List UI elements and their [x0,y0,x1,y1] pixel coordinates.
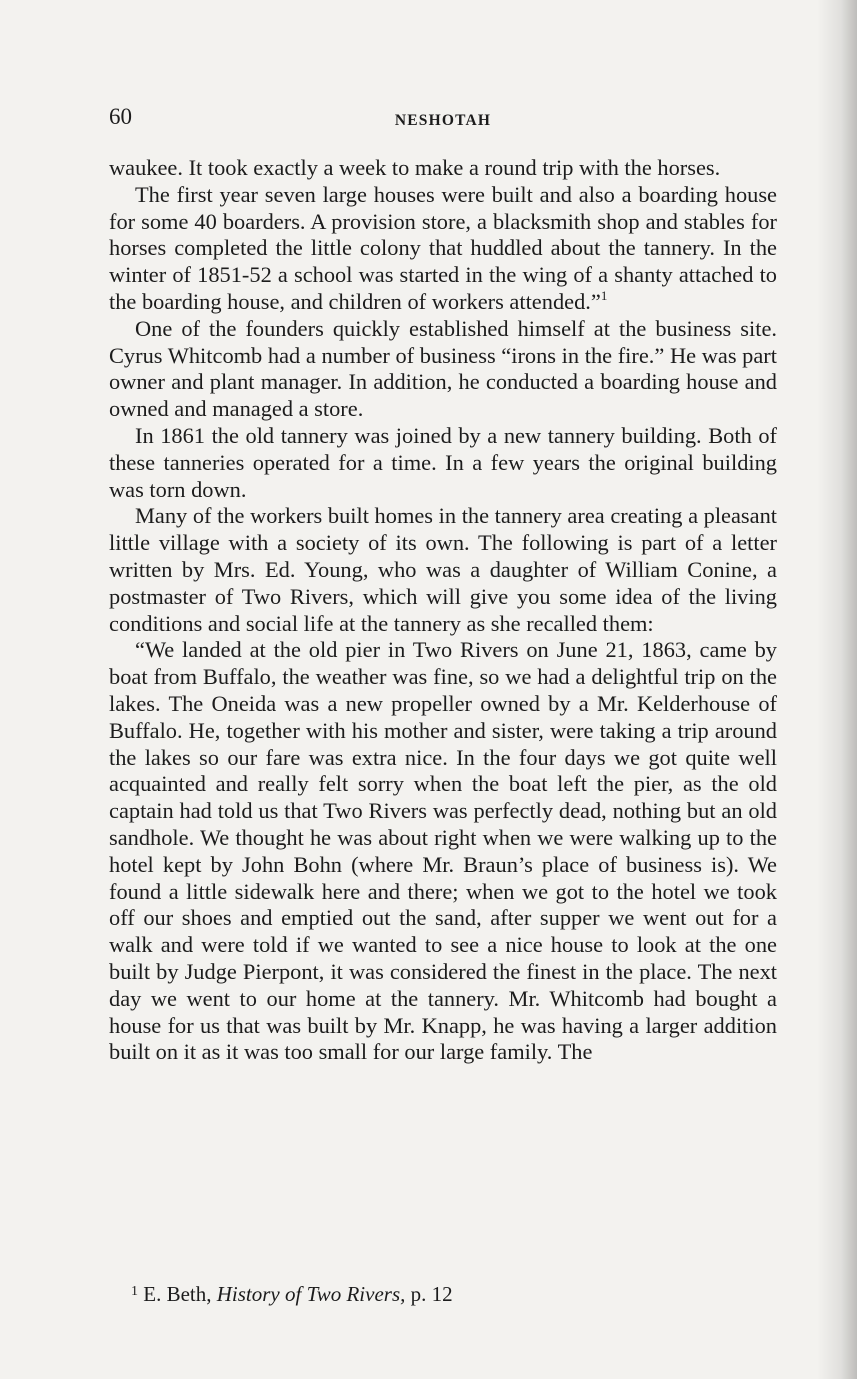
paragraph-3 [109,316,777,423]
footnote-suffix: p. 12 [405,1282,453,1306]
page-number: 60 [109,104,132,129]
paragraph-text: “We landed at the old pier in Two Rivers on June 21, 1863, came by boat from Buffalo, the weather was fine, so we had a delightful trip on the lakes. The Oneida was a new propeller owned by a Mr. Kelderhouse of Buffalo. He, together with his mother and sister, were taking a trip around the lakes so our fare was extra nice. In the four days we got quite well acquainted and really felt sorry when the boat left the pier, as the old captain had told us that Two Rivers was perfectly dead, nothing but an old sandhole. We thought he was about right when we were walking up to the hotel kept by John Bohn (where Mr. Braun’s place of business is). We found a little sidewalk here and there; when we got to the hotel we took off our shoes and emptied out the sand, after supper we went out for a walk and were told if we wanted to see a nice house to look at the one built by Judge Pierpont, it was considered the finest in the place. The next day we went to our home at the tannery. Mr. Whitcomb had bought a house for us that was built by Mr. Knapp, he was having a larger addition built on it as it was too small for our large family. The [109,637,777,1065]
paragraph-5 [109,503,777,637]
paragraph-text: One of the founders quickly established himself at the business site. Cyrus Whitcomb had a number of business “irons in the fire.” He was part owner and plant manager. In addition, he conducted a boarding house and owned and managed a store. [109,315,777,422]
paragraph-1 [109,155,777,182]
paragraph-text: The first year seven large houses were built and also a boarding house for some 40 boarders. A provision store, a blacksmith shop and stables for horses completed the little colony that huddled about the tannery. In the winter of 1851-52 a school was started in the wing of a shanty attached to the boarding house, and children of workers attended.” [109,181,777,314]
footnote-reference: 1 [600,287,608,303]
page-header [109,104,777,136]
paragraph-2 [109,182,777,316]
footnote [131,1282,453,1307]
footnote-marker: 1 [131,1284,138,1299]
body-text [109,155,777,1066]
paragraph-6-quote [109,637,777,1066]
paragraph-4 [109,423,777,503]
paragraph-text: In 1861 the old tannery was joined by a new tannery building. Both of these tanneries operated for a time. In a few years the original building was torn down. [109,422,777,502]
footnote-book-title: History of Two Rivers, [216,1282,406,1306]
page-edge-shadow [817,0,857,1379]
footnote-prefix: E. Beth, [143,1282,217,1306]
paragraph-text: waukee. It took exactly a week to make a round trip with the horses. [109,155,721,180]
running-title: NESHOTAH [394,112,492,129]
paragraph-text: Many of the workers built homes in the tannery area creating a pleasant little village with a society of its own. The following is part of a letter written by Mrs. Ed. Young, who was a daughter of William Conine, a postmaster of Two Rivers, which will give you some idea of the living conditions and social life at the tannery as she recalled them: [109,503,777,636]
